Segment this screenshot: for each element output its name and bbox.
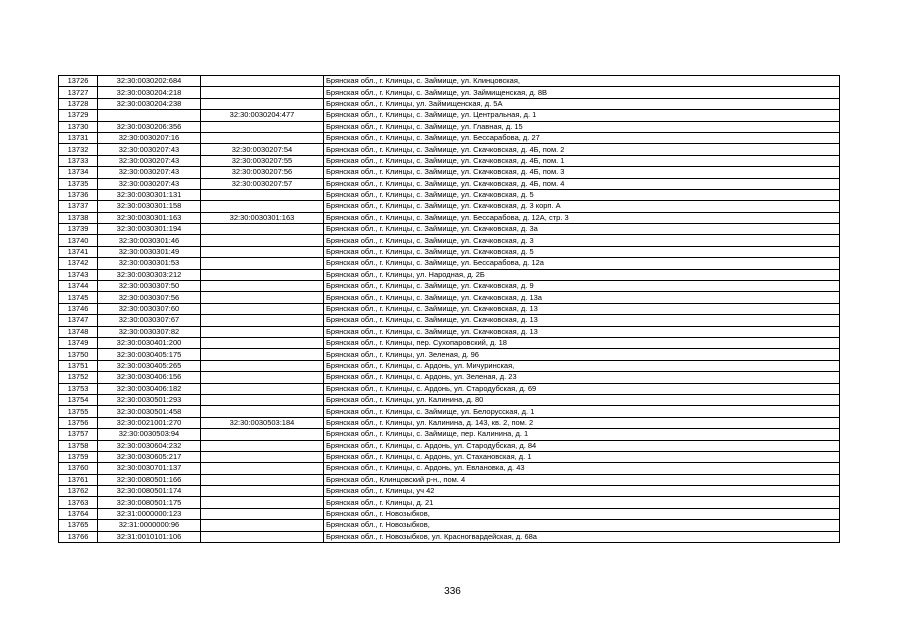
row-number-cell: 13746 [59,303,98,314]
cadastral-number-cell [98,110,201,121]
object-number-cell: 32:30:0030503:184 [201,417,324,428]
table-row [59,349,840,360]
table-row [59,258,840,269]
address-cell: Брянская обл., г. Клинцы, с. Займище, ул. Скачковская, д. 13 [324,303,840,314]
row-number-cell: 13760 [59,463,98,474]
address-cell: Брянская обл., г. Клинцы, с. Займище, ул. Скачковская, д. 3а [324,224,840,235]
object-number-cell [201,440,324,451]
object-number-cell [201,520,324,531]
row-number-cell: 13759 [59,451,98,462]
address-cell: Брянская обл., г. Клинцы, с. Займище, ул. Скачковская, д. 5 [324,246,840,257]
address-cell: Брянская обл., г. Клинцы, с. Займище, ул. Скачковская, д. 3 [324,235,840,246]
address-cell: Брянская обл., г. Клинцы, д. 21 [324,497,840,508]
object-number-cell [201,269,324,280]
address-cell: Брянская обл., г. Клинцы, ул. Калинина, д. 80 [324,394,840,405]
table-row [59,98,840,109]
object-number-cell: 32:30:0030204:477 [201,110,324,121]
table-row [59,212,840,223]
object-number-cell [201,326,324,337]
address-cell: Брянская обл., г. Клинцы, ул. Зеленая, д. 96 [324,349,840,360]
object-number-cell [201,406,324,417]
row-number-cell: 13761 [59,474,98,485]
table-row [59,417,840,428]
object-number-cell [201,451,324,462]
table-row [59,178,840,189]
cadastral-number-cell: 32:30:0030301:53 [98,258,201,269]
row-number-cell: 13728 [59,98,98,109]
object-number-cell [201,463,324,474]
object-number-cell [201,121,324,132]
cadastral-number-cell: 32:30:0030307:60 [98,303,201,314]
object-number-cell: 32:30:0030207:55 [201,155,324,166]
row-number-cell: 13748 [59,326,98,337]
table-row [59,87,840,98]
object-number-cell [201,132,324,143]
row-number-cell: 13730 [59,121,98,132]
cadastral-number-cell: 32:30:0030406:182 [98,383,201,394]
object-number-cell [201,383,324,394]
cadastral-number-cell: 32:31:0000000:96 [98,520,201,531]
address-cell: Брянская обл., г. Клинцы, с. Займище, ул. Центральная, д. 1 [324,110,840,121]
row-number-cell: 13740 [59,235,98,246]
row-number-cell: 13752 [59,372,98,383]
address-cell: Брянская обл., Клинцовский р-н., пом. 4 [324,474,840,485]
address-cell: Брянская обл., г. Клинцы, с. Займище, ул. Скачковская, д. 4Б, пом. 1 [324,155,840,166]
object-number-cell [201,292,324,303]
table-row [59,531,840,542]
address-cell: Брянская обл., г. Клинцы, ул. Народная, д. 2Б [324,269,840,280]
table-row [59,246,840,257]
address-cell: Брянская обл., г. Клинцы, с. Займище, ул. Скачковская, д. 13а [324,292,840,303]
row-number-cell: 13727 [59,87,98,98]
table-row [59,132,840,143]
table-row [59,76,840,87]
address-cell: Брянская обл., г. Клинцы, с. Ардонь, ул. Зеленая, д. 23 [324,372,840,383]
object-number-cell [201,349,324,360]
cadastral-number-cell: 32:30:0030307:56 [98,292,201,303]
row-number-cell: 13754 [59,394,98,405]
object-number-cell [201,486,324,497]
row-number-cell: 13751 [59,360,98,371]
cadastral-number-cell: 32:31:0010101:106 [98,531,201,542]
cadastral-number-cell: 32:30:0030204:238 [98,98,201,109]
address-cell: Брянская обл., г. Клинцы, с. Ардонь, ул. Стародубская, д. 69 [324,383,840,394]
address-cell: Брянская обл., г. Клинцы, с. Займище, ул. Белорусская, д. 1 [324,406,840,417]
cadastral-number-cell: 32:30:0030405:265 [98,360,201,371]
row-number-cell: 13739 [59,224,98,235]
cadastral-number-cell: 32:30:0030207:16 [98,132,201,143]
table-row [59,315,840,326]
table-row [59,292,840,303]
object-number-cell [201,337,324,348]
page-number: 336 [444,586,461,597]
table-row [59,508,840,519]
object-number-cell [201,76,324,87]
cadastral-number-cell: 32:30:0030605:217 [98,451,201,462]
cadastral-number-cell: 32:31:0000000:123 [98,508,201,519]
table-row [59,406,840,417]
row-number-cell: 13742 [59,258,98,269]
cadastral-number-cell: 32:30:0030207:43 [98,155,201,166]
address-cell: Брянская обл., г. Клинцы, с. Займище, ул. Скачковская, д. 4Б, пом. 4 [324,178,840,189]
address-cell: Брянская обл., г. Клинцы, с. Займище, ул. Бессарабова, д. 12а [324,258,840,269]
object-number-cell [201,87,324,98]
cadastral-number-cell: 32:30:0030307:67 [98,315,201,326]
address-cell: Брянская обл., г. Клинцы, с. Займище, ул. Бессарабова, д. 27 [324,132,840,143]
row-number-cell: 13749 [59,337,98,348]
object-number-cell [201,394,324,405]
cadastral-number-cell: 32:30:0021001:270 [98,417,201,428]
table-row [59,463,840,474]
object-number-cell [201,531,324,542]
table-row [59,303,840,314]
row-number-cell: 13743 [59,269,98,280]
table-row [59,440,840,451]
table-row [59,121,840,132]
object-number-cell [201,235,324,246]
row-number-cell: 13735 [59,178,98,189]
address-cell: Брянская обл., г. Клинцы, с. Займище, ул. Скачковская, д. 13 [324,326,840,337]
table-row [59,110,840,121]
row-number-cell: 13732 [59,144,98,155]
row-number-cell: 13758 [59,440,98,451]
address-cell: Брянская обл., г. Клинцы, с. Займище, ул. Скачковская, д. 3 корп. А [324,201,840,212]
object-number-cell [201,508,324,519]
table-row [59,337,840,348]
row-number-cell: 13734 [59,167,98,178]
object-number-cell [201,315,324,326]
cadastral-number-cell: 32:30:0030501:458 [98,406,201,417]
row-number-cell: 13766 [59,531,98,542]
cadastral-number-cell: 32:30:0030303:212 [98,269,201,280]
row-number-cell: 13726 [59,76,98,87]
address-cell: Брянская обл., г. Клинцы, с. Ардонь, ул. Евлановка, д. 43 [324,463,840,474]
row-number-cell: 13764 [59,508,98,519]
cadastral-number-cell: 32:30:0030406:156 [98,372,201,383]
object-number-cell [201,429,324,440]
address-cell: Брянская обл., г. Клинцы, пер. Сухопаровский, д. 18 [324,337,840,348]
object-number-cell [201,360,324,371]
cadastral-number-cell: 32:30:0030401:200 [98,337,201,348]
object-number-cell [201,497,324,508]
cadastral-number-cell: 32:30:0030604:232 [98,440,201,451]
cadastral-number-cell: 32:30:0030204:218 [98,87,201,98]
row-number-cell: 13741 [59,246,98,257]
table-row [59,269,840,280]
cadastral-number-cell: 32:30:0030207:43 [98,178,201,189]
table-row [59,372,840,383]
row-number-cell: 13729 [59,110,98,121]
object-number-cell [201,201,324,212]
cadastral-number-cell: 32:30:0030301:49 [98,246,201,257]
table-row [59,383,840,394]
object-number-cell [201,281,324,292]
row-number-cell: 13744 [59,281,98,292]
row-number-cell: 13756 [59,417,98,428]
object-number-cell [201,303,324,314]
row-number-cell: 13731 [59,132,98,143]
cadastral-number-cell: 32:30:0030701:137 [98,463,201,474]
address-cell: Брянская обл., г. Клинцы, с. Займище, ул. Скачковская, д. 4Б, пом. 3 [324,167,840,178]
table-row [59,224,840,235]
table-row [59,189,840,200]
address-cell: Брянская обл., г. Клинцы, с. Займище, ул. Главная, д. 15 [324,121,840,132]
object-number-cell: 32:30:0030207:57 [201,178,324,189]
table-row [59,326,840,337]
address-cell: Брянская обл., г. Клинцы, ул. Калинина, д. 143, кв. 2, пом. 2 [324,417,840,428]
row-number-cell: 13736 [59,189,98,200]
address-cell: Брянская обл., г. Новозыбков, ул. Красногвардейская, д. 68а [324,531,840,542]
address-cell: Брянская обл., г. Клинцы, с. Займище, ул. Займищенская, д. 8В [324,87,840,98]
cadastral-number-cell: 32:30:0030301:194 [98,224,201,235]
table-row [59,201,840,212]
row-number-cell: 13757 [59,429,98,440]
address-cell: Брянская обл., г. Клинцы, с. Займище, пер. Калинина, д. 1 [324,429,840,440]
object-number-cell [201,246,324,257]
table-row [59,486,840,497]
object-number-cell [201,474,324,485]
address-cell: Брянская обл., г. Клинцы, с. Займище, ул. Клинцовская, [324,76,840,87]
table-row [59,394,840,405]
address-cell: Брянская обл., г. Клинцы, ул. Займищенская, д. 5А [324,98,840,109]
table-row [59,497,840,508]
object-number-cell [201,258,324,269]
row-number-cell: 13738 [59,212,98,223]
address-cell: Брянская обл., г. Клинцы, с. Ардонь, ул. Стахановская, д. 1 [324,451,840,462]
address-cell: Брянская обл., г. Клинцы, с. Займище, ул. Скачковская, д. 13 [324,315,840,326]
cadastral-number-cell: 32:30:0080501:175 [98,497,201,508]
cadastral-number-cell: 32:30:0030307:50 [98,281,201,292]
object-number-cell [201,224,324,235]
table-row [59,429,840,440]
address-cell: Брянская обл., г. Клинцы, уч 42 [324,486,840,497]
document-page [58,75,840,543]
registry-table-body [59,76,840,543]
object-number-cell: 32:30:0030301:163 [201,212,324,223]
cadastral-number-cell: 32:30:0030503:94 [98,429,201,440]
table-row [59,167,840,178]
address-cell: Брянская обл., г. Новозыбков, [324,520,840,531]
row-number-cell: 13753 [59,383,98,394]
row-number-cell: 13765 [59,520,98,531]
object-number-cell: 32:30:0030207:54 [201,144,324,155]
cadastral-number-cell: 32:30:0030207:43 [98,167,201,178]
cadastral-number-cell: 32:30:0030405:175 [98,349,201,360]
cadastral-number-cell: 32:30:0030301:131 [98,189,201,200]
cadastral-number-cell: 32:30:0030501:293 [98,394,201,405]
row-number-cell: 13762 [59,486,98,497]
address-cell: Брянская обл., г. Клинцы, с. Займище, ул. Скачковская, д. 5 [324,189,840,200]
table-row [59,520,840,531]
row-number-cell: 13747 [59,315,98,326]
object-number-cell [201,98,324,109]
table-row [59,155,840,166]
row-number-cell: 13733 [59,155,98,166]
table-row [59,451,840,462]
row-number-cell: 13763 [59,497,98,508]
cadastral-number-cell: 32:30:0030301:46 [98,235,201,246]
table-row [59,235,840,246]
address-cell: Брянская обл., г. Новозыбков, [324,508,840,519]
row-number-cell: 13737 [59,201,98,212]
cadastral-number-cell: 32:30:0030301:163 [98,212,201,223]
object-number-cell: 32:30:0030207:56 [201,167,324,178]
address-cell: Брянская обл., г. Клинцы, с. Займище, ул. Скачковская, д. 4Б, пом. 2 [324,144,840,155]
address-cell: Брянская обл., г. Клинцы, с. Займище, ул. Бессарабова, д. 12А, стр. 3 [324,212,840,223]
cadastral-number-cell: 32:30:0030206:356 [98,121,201,132]
cadastral-number-cell: 32:30:0080501:166 [98,474,201,485]
cadastral-number-cell: 32:30:0080501:174 [98,486,201,497]
cadastral-number-cell: 32:30:0030307:82 [98,326,201,337]
row-number-cell: 13745 [59,292,98,303]
address-cell: Брянская обл., г. Клинцы, с. Займище, ул. Скачковская, д. 9 [324,281,840,292]
cadastral-number-cell: 32:30:0030207:43 [98,144,201,155]
address-cell: Брянская обл., г. Клинцы, с. Ардонь, ул. Мичуринская, [324,360,840,371]
cadastral-number-cell: 32:30:0030202:684 [98,76,201,87]
table-row [59,360,840,371]
object-number-cell [201,372,324,383]
table-row [59,144,840,155]
registry-table [58,75,840,543]
address-cell: Брянская обл., г. Клинцы, с. Ардонь, ул. Стародубская, д. 84 [324,440,840,451]
row-number-cell: 13750 [59,349,98,360]
table-row [59,474,840,485]
row-number-cell: 13755 [59,406,98,417]
cadastral-number-cell: 32:30:0030301:158 [98,201,201,212]
object-number-cell [201,189,324,200]
table-row [59,281,840,292]
